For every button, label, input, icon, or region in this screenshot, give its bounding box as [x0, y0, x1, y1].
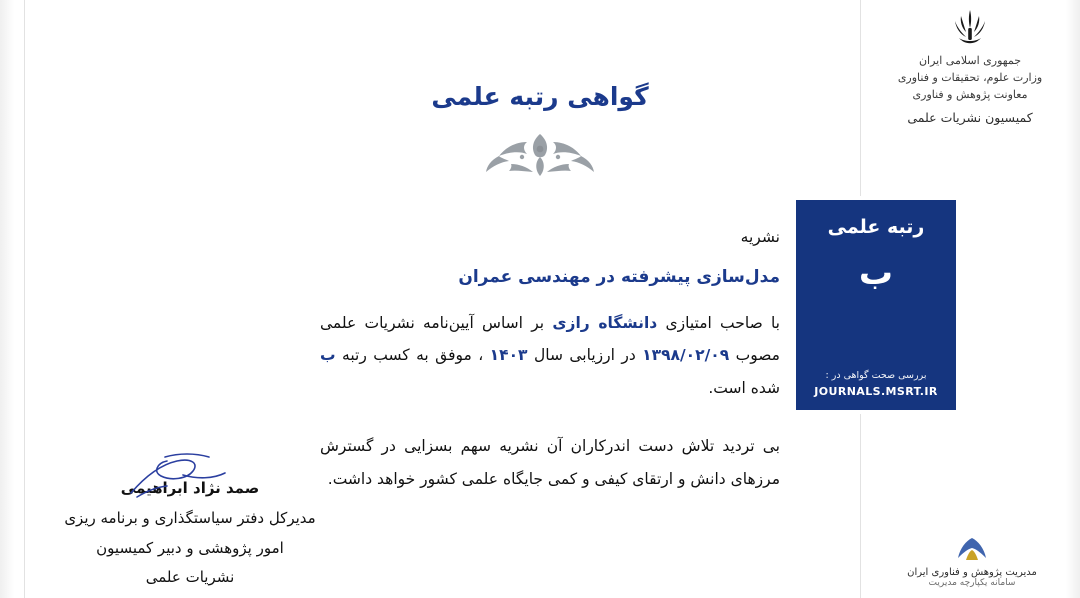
signatory-name-text: صمد نژاد ابراهیمی — [120, 479, 260, 497]
paragraph-two: بی تردید تلاش دست اندرکاران آن نشریه سهم بسزایی در گسترش مرزهای دانش و ارتقای کیفی و کمی جایگاه علمی کشور خواهد داشت. — [320, 437, 780, 488]
signatory-role-line-2: امور پژوهشی و دبیر کمیسیون — [96, 538, 284, 557]
header-line-3: معاونت پژوهش و فناوری — [912, 88, 1028, 102]
para1-part2: بر اساس آیین‌نامه نشریات علمی مصوب — [320, 313, 780, 365]
rank-card-frame — [792, 196, 960, 414]
evaluation-year: ۱۴۰۳ — [489, 346, 528, 365]
page-title: گواهی رتبه علمی — [431, 82, 649, 111]
rank-card-grade: ب — [858, 253, 894, 293]
rank-card-title: رتبه علمی — [827, 216, 925, 238]
paragraph-one — [320, 307, 780, 405]
para1-part4: ، موفق به کسب رتبه — [342, 346, 484, 365]
signatory-role-line-3: نشریات علمی — [145, 568, 235, 587]
signature-block — [40, 475, 340, 592]
para1-part3: در ارزیابی سال — [533, 346, 636, 365]
floral-ornament-icon — [0, 124, 1080, 186]
footer-logo-block — [884, 534, 1060, 588]
header-commission-label: کمیسیون نشریات علمی — [907, 110, 1033, 126]
msrt-sahand-logo-icon — [952, 534, 992, 564]
para1-part1: با صاحب امتیازی — [665, 313, 780, 332]
signatory-name — [121, 475, 259, 503]
license-owner: دانشگاه رازی — [552, 313, 658, 332]
iran-emblem-icon — [947, 4, 993, 50]
certificate-body — [320, 222, 780, 495]
regulation-date: ۱۳۹۸/۰۲/۰۹ — [642, 346, 730, 365]
footer-logo-line-1: مدیریت پژوهش و فناوری ایران — [907, 567, 1037, 578]
rank-card-verify-note: بررسی صحت گواهی در : — [825, 370, 927, 381]
header-line-1: جمهوری اسلامی ایران — [918, 54, 1022, 67]
header-line-2: وزارت علوم، تحقیقات و فناوری — [897, 71, 1043, 85]
rank-card-url[interactable]: JOURNALS.MSRT.IR — [814, 385, 938, 398]
signatory-role-line-1: مدیرکل دفتر سیاستگذاری و برنامه ریزی — [64, 508, 316, 527]
rank-card — [796, 200, 956, 410]
journal-name: مدل‌سازی پیشرفته در مهندسی عمران — [458, 266, 780, 287]
footer-logo-line-2: سامانه یکپارچه مدیریت — [928, 578, 1016, 588]
granted-grade: ب — [320, 346, 336, 365]
para1-part5: شده است. — [708, 378, 780, 397]
journal-label: نشریه — [740, 228, 780, 246]
